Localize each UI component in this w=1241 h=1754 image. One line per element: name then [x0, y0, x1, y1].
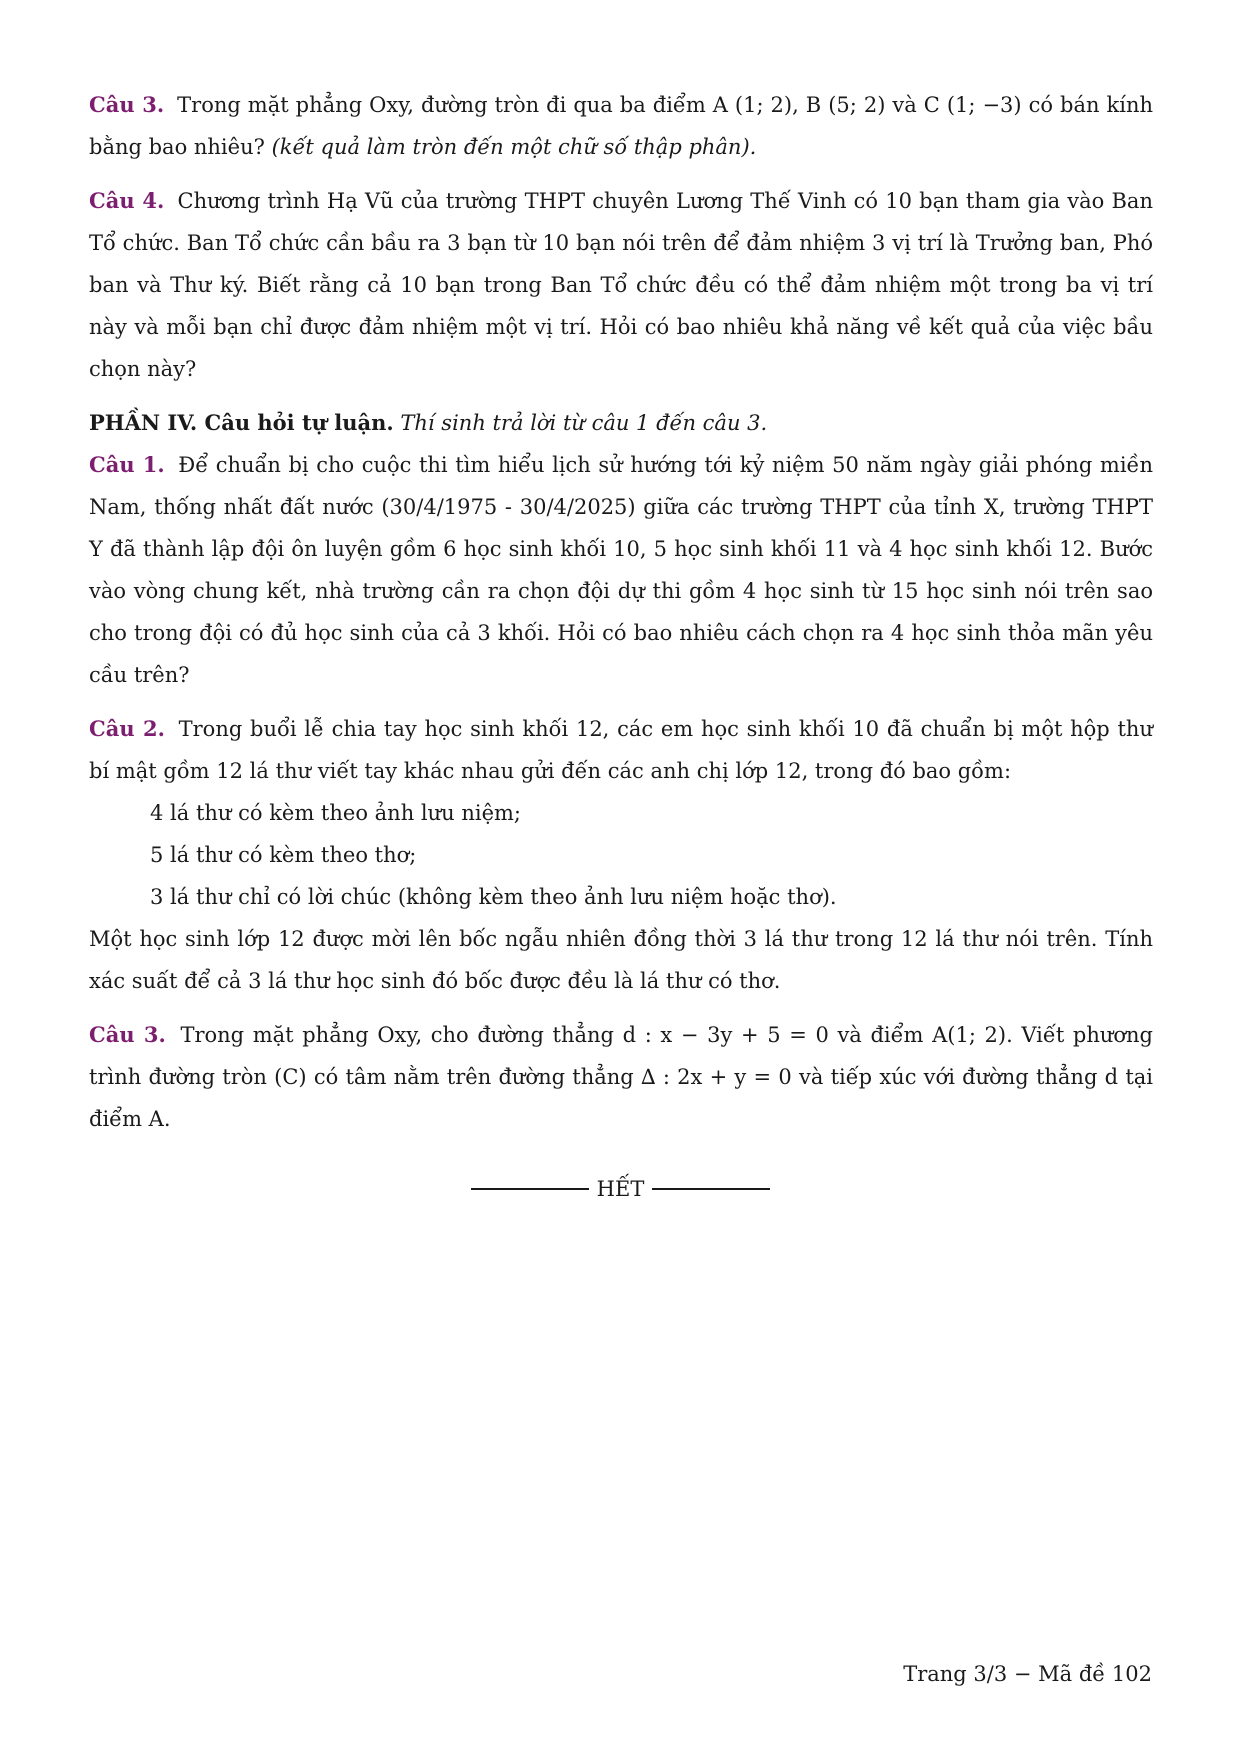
- question-label: Câu 4.: [89, 188, 165, 213]
- end-text: HẾT: [596, 1177, 645, 1201]
- question-text: Trong buổi lễ chia tay học sinh khối 12, các em học sinh khối 10 đã chuẩn bị một hộp thư bí mật gồm 12 lá thư viết tay khác nhau gửi đến các anh chị lớp 12, trong đó bao gồm:: [89, 717, 1153, 783]
- question-continuation: Một học sinh lớp 12 được mời lên bốc ngẫu nhiên đồng thời 3 lá thư trong 12 lá thư nói trên. Tính xác suất để cả 3 lá thư học sinh đó bốc được đều là lá thư có thơ.: [89, 927, 1153, 993]
- question-p3-4: [89, 180, 1153, 390]
- section-title: PHẦN IV. Câu hỏi tự luận.: [89, 410, 394, 435]
- question-text: Trong mặt phẳng Oxy, cho đường thẳng d : x − 3y + 5 = 0 và điểm A(1; 2). Viết phương trình đường tròn (C) có tâm nằm trên đường thẳng ∆ : 2x + y = 0 và tiếp xúc với đường thẳng d tại điểm A.: [89, 1023, 1153, 1131]
- question-text: Trong mặt phẳng Oxy, đường tròn đi qua ba điểm A (1; 2), B (5; 2) và C (1; −3) có bán kính bằng bao nhiêu?: [89, 93, 1153, 159]
- question-label: Câu 3.: [89, 92, 165, 117]
- question-text: Để chuẩn bị cho cuộc thi tìm hiểu lịch sử hướng tới kỷ niệm 50 năm ngày giải phóng miền Nam, thống nhất đất nước (30/4/1975 - 30/4/2025) giữa các trường THPT của tỉnh X, trường THPT Y đã thành lập đội ôn luyện gồm 6 học sinh khối 10, 5 học sinh khối 11 và 4 học sinh khối 12. Bước vào vòng chung kết, nhà trường cần ra chọn đội dự thi gồm 4 học sinh từ 15 học sinh nói trên sao cho trong đội có đủ học sinh của cả 3 khối. Hỏi có bao nhiêu cách chọn ra 4 học sinh thỏa mãn yêu cầu trên?: [89, 453, 1153, 687]
- question-p3-3: [89, 84, 1153, 168]
- question-note: (kết quả làm tròn đến một chữ số thập phân).: [271, 135, 757, 159]
- end-rule-right: [652, 1188, 770, 1190]
- question-label: Câu 2.: [89, 716, 165, 741]
- end-marker: [0, 1177, 1241, 1201]
- question-label: Câu 1.: [89, 452, 165, 477]
- list-item: 3 lá thư chỉ có lời chúc (không kèm theo ảnh lưu niệm hoặc thơ).: [150, 885, 837, 909]
- page-footer: Trang 3/3 − Mã đề 102: [903, 1662, 1152, 1686]
- question-label: Câu 3.: [89, 1022, 166, 1047]
- list-item: 5 lá thư có kèm theo thơ;: [150, 843, 417, 867]
- question-text: Chương trình Hạ Vũ của trường THPT chuyên Lương Thế Vinh có 10 bạn tham gia vào Ban Tổ chức. Ban Tổ chức cần bầu ra 3 bạn từ 10 bạn nói trên để đảm nhiệm 3 vị trí là Trưởng ban, Phó ban và Thư ký. Biết rằng cả 10 bạn trong Ban Tổ chức đều có thể đảm nhiệm một trong ba vị trí này và mỗi bạn chỉ được đảm nhiệm một vị trí. Hỏi có bao nhiêu khả năng về kết quả của việc bầu chọn này?: [89, 189, 1153, 381]
- exam-page-content: [89, 84, 1153, 1140]
- section-heading: [89, 402, 1153, 444]
- question-p4-1: [89, 444, 1153, 696]
- question-p4-2: [89, 708, 1153, 792]
- section-instruction: Thí sinh trả lời từ câu 1 đến câu 3.: [400, 411, 768, 435]
- end-rule-left: [471, 1188, 589, 1190]
- list-item: 4 lá thư có kèm theo ảnh lưu niệm;: [150, 801, 521, 825]
- question-p4-3: [89, 1014, 1153, 1140]
